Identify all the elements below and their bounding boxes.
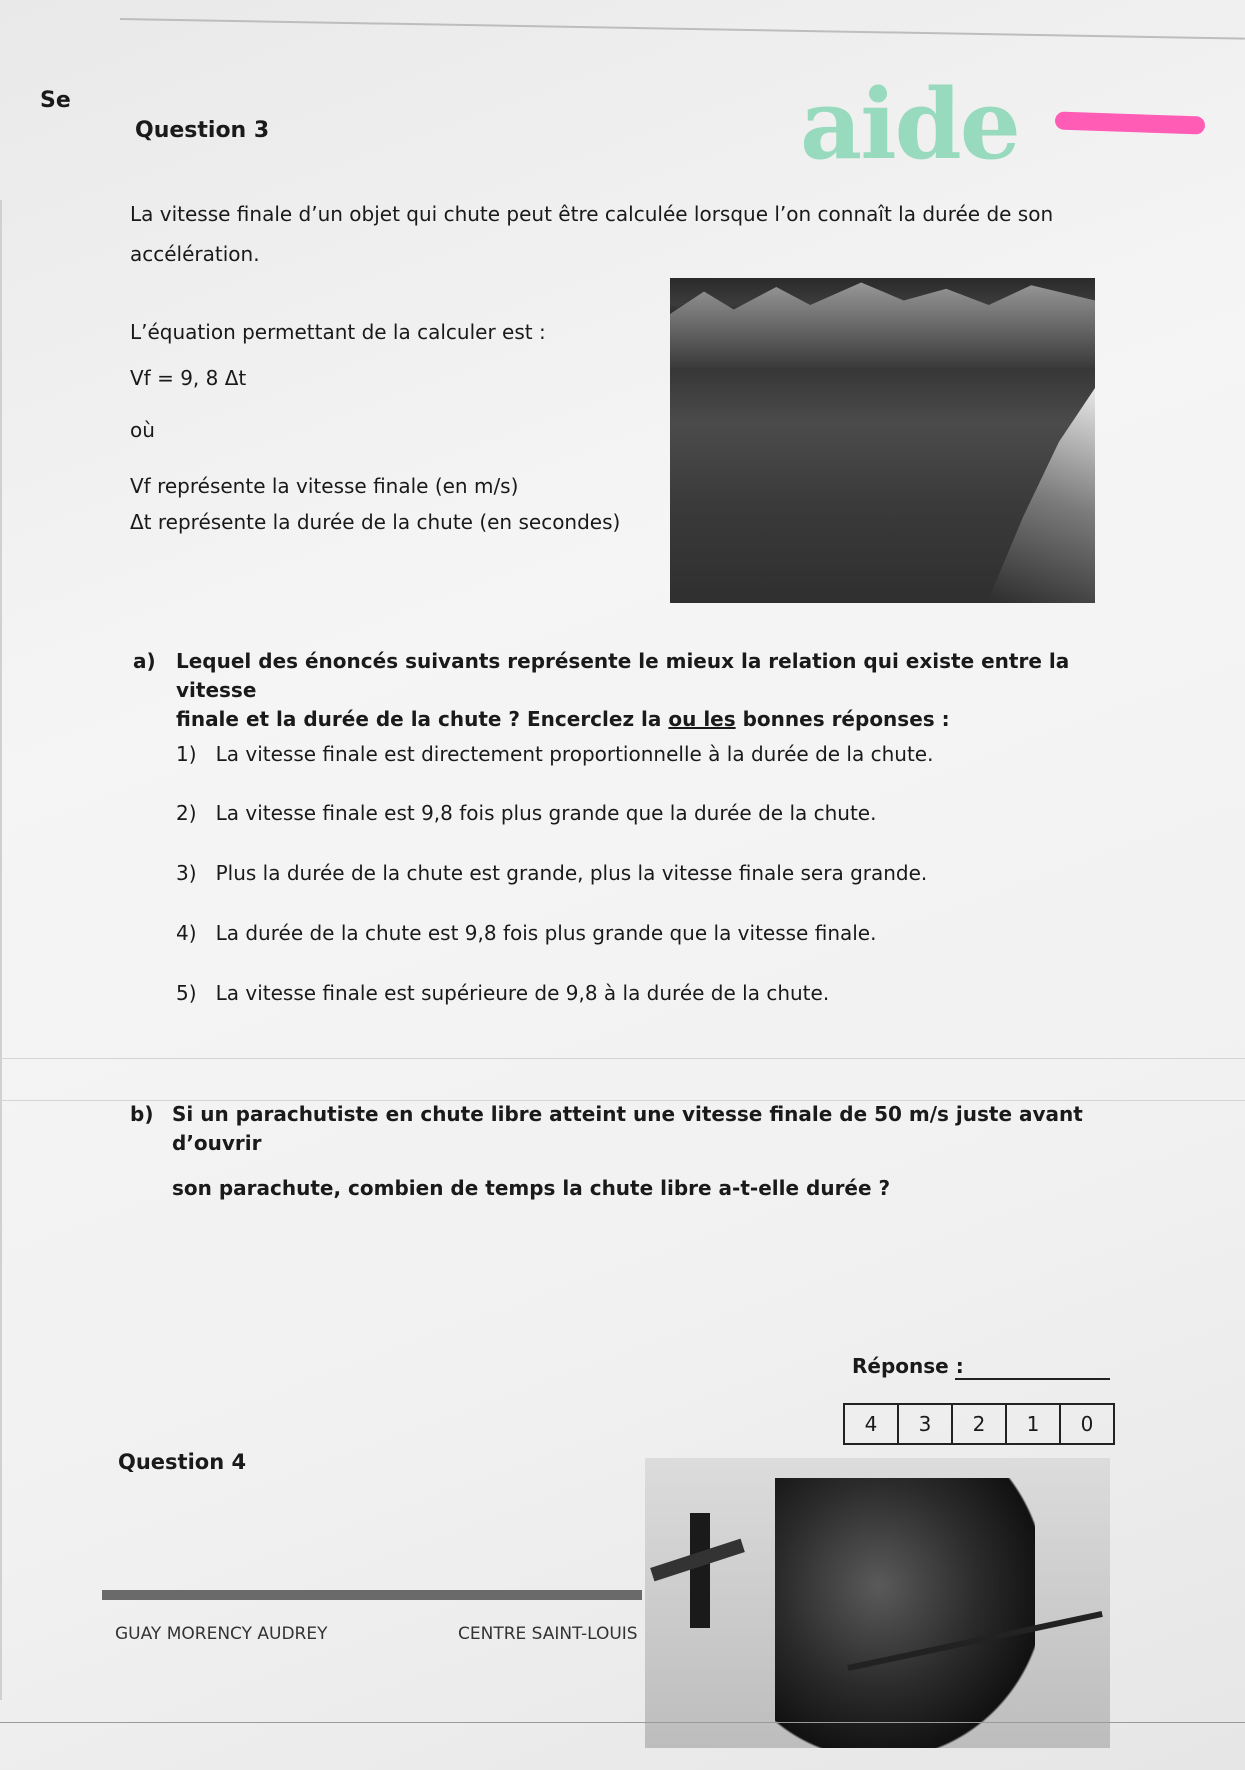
equation: Vf = 9, 8 Δt (130, 366, 247, 390)
equation-intro: L’équation permettant de la calculer est : (130, 320, 546, 344)
skydivers-shape (775, 1478, 1035, 1748)
part-b-line-1: Si un parachutiste en chute libre atteint une vitesse finale de 50 m/s juste avant d’ouvrir (172, 1102, 1083, 1155)
option-number: 1) (176, 742, 197, 766)
option-number: 3) (176, 861, 197, 885)
paper-edge (120, 18, 1245, 40)
where-text: où (130, 418, 155, 442)
definition-dt: Δt représente la durée de la chute (en secondes) (130, 510, 621, 534)
option-text: La vitesse finale est directement proportionnelle à la durée de la chute. (215, 742, 934, 766)
part-b-question (172, 1100, 1112, 1203)
footer-school: CENTRE SAINT-LOUIS (458, 1624, 638, 1644)
question-3-title: Question 3 (135, 118, 270, 143)
score-cell[interactable]: 3 (899, 1405, 953, 1443)
option-text: La vitesse finale est 9,8 fois plus grande que la durée de la chute. (215, 801, 877, 825)
option-text: Plus la durée de la chute est grande, plus la vitesse finale sera grande. (215, 861, 928, 885)
part-b-line-2: son parachute, combien de temps la chute libre a-t-elle durée ? (172, 1176, 891, 1200)
option-4[interactable] (176, 921, 876, 945)
skydiving-photo (670, 278, 1095, 603)
bottom-edge-line (0, 1722, 1245, 1723)
score-cell[interactable]: 4 (845, 1405, 899, 1443)
score-grid (843, 1403, 1115, 1445)
answer-line[interactable] (955, 1378, 1110, 1380)
score-cell[interactable]: 1 (1007, 1405, 1061, 1443)
definition-vf: Vf représente la vitesse finale (en m/s) (130, 474, 519, 498)
score-cell[interactable]: 2 (953, 1405, 1007, 1443)
option-1[interactable] (176, 742, 933, 766)
handwritten-note: aide (800, 68, 1019, 181)
cliff-shape (975, 388, 1095, 603)
intro-line-1: La vitesse finale d’un objet qui chute peut être calculée lorsque l’on connaît la durée de son (130, 202, 1054, 226)
paper-edge-left (0, 200, 2, 1700)
option-number: 2) (176, 801, 197, 825)
option-number: 5) (176, 981, 197, 1005)
question-4-title: Question 4 (118, 1450, 247, 1474)
bleed-through-line (0, 1058, 1245, 1059)
intro-line-2: accélération. (130, 242, 260, 266)
part-a-line-2-start: finale et la durée de la chute ? Encerclez la (176, 707, 669, 731)
part-a-line-1: Lequel des énoncés suivants représente le mieux la relation qui existe entre la vitesse (176, 649, 1070, 702)
option-2[interactable] (176, 801, 876, 825)
option-text: La durée de la chute est 9,8 fois plus grande que la vitesse finale. (215, 921, 877, 945)
option-text: La vitesse finale est supérieure de 9,8 à la durée de la chute. (215, 981, 830, 1005)
option-5[interactable] (176, 981, 829, 1005)
footer-author: GUAY MORENCY AUDREY (115, 1624, 328, 1644)
part-a-question (176, 647, 1076, 734)
plane-door-shape (690, 1513, 710, 1628)
option-3[interactable] (176, 861, 927, 885)
part-a-line-2-underlined: ou les (668, 707, 736, 731)
highlighter-mark (1055, 111, 1206, 134)
answer-label: Réponse : (852, 1354, 964, 1378)
part-a-line-2-end: bonnes réponses : (735, 707, 950, 731)
part-a-label: a) (133, 649, 156, 673)
score-cell[interactable]: 0 (1080, 1412, 1094, 1436)
tandem-skydivers-photo (645, 1458, 1110, 1748)
mountains-shape (670, 278, 1095, 368)
part-a-line-2 (176, 705, 1076, 734)
option-number: 4) (176, 921, 197, 945)
footer-bar (102, 1590, 642, 1600)
part-b-label: b) (130, 1102, 154, 1126)
intro-text (130, 198, 1130, 270)
corner-text: Se (40, 88, 71, 113)
